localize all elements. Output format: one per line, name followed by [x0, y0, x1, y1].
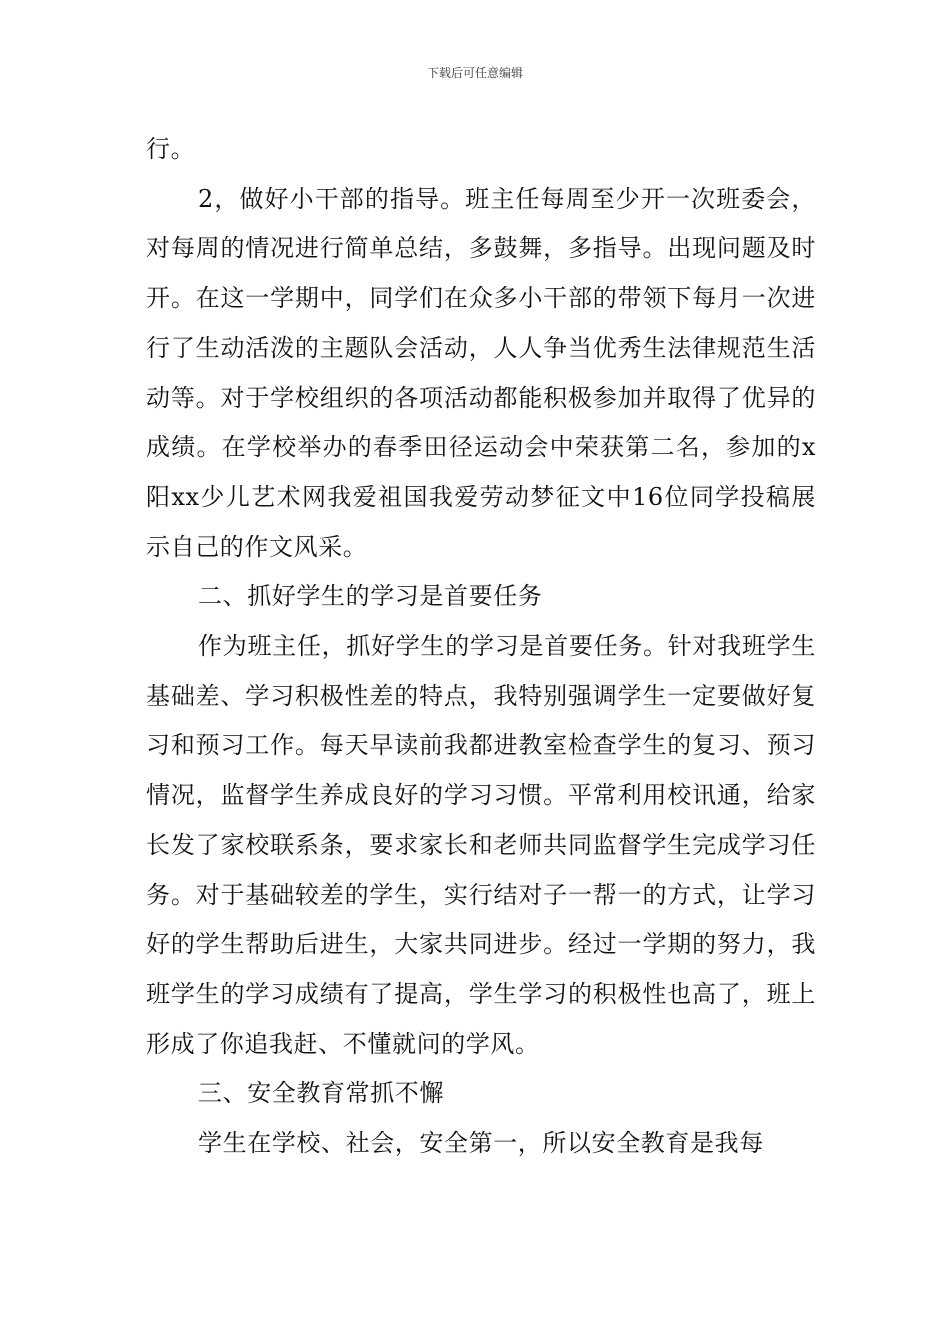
page-header: 下载后可任意编辑: [426, 66, 523, 80]
document-body: [146, 125, 816, 1169]
paragraph-study: 作为班主任，抓好学生的学习是首要任务。针对我班学生基础差、学习积极性差的特点，我特别强调学生一定要做好复习和预习工作。每天早读前我都进教室检查学生的复习、预习情况，监督学生养成良好的学习习惯。平常利用校讯通，给家长发了家校联系条，要求家长和老师共同监督学生完成学习任务。对于基础较差的学生，实行结对子一帮一的方式，让学习好的学生帮助后进生，大家共同进步。经过一学期的努力，我班学生的学习成绩有了提高，学生学习的积极性也高了，班上形成了你追我赶、不懂就问的学风。: [146, 632, 816, 1058]
paragraph-continuation: 行。: [146, 135, 196, 163]
paragraph-safety: 学生在学校、社会，安全第一，所以安全教育是我每: [198, 1129, 764, 1158]
section-heading-safety: 三、安全教育常抓不懈: [198, 1079, 444, 1108]
paragraph-cadre-guidance: 2，做好小干部的指导。班主任每周至少开一次班委会，对每周的情况进行简单总结，多鼓舞，多指导。出现问题及时开。在这一学期中，同学们在众多小干部的带领下每月一次进行了生动活泼的主题队会活动，人人争当优秀生法律规范生活动等。对于学校组织的各项活动都能积极参加并取得了优异的成绩。在学校举办的春季田径运动会中荣获第二名，参加的x阳xx少儿艺术网我爱祖国我爱劳动梦征文中16位同学投稿展示自己的作文风采。: [146, 184, 816, 561]
section-heading-study: 二、抓好学生的学习是首要任务: [198, 582, 543, 611]
